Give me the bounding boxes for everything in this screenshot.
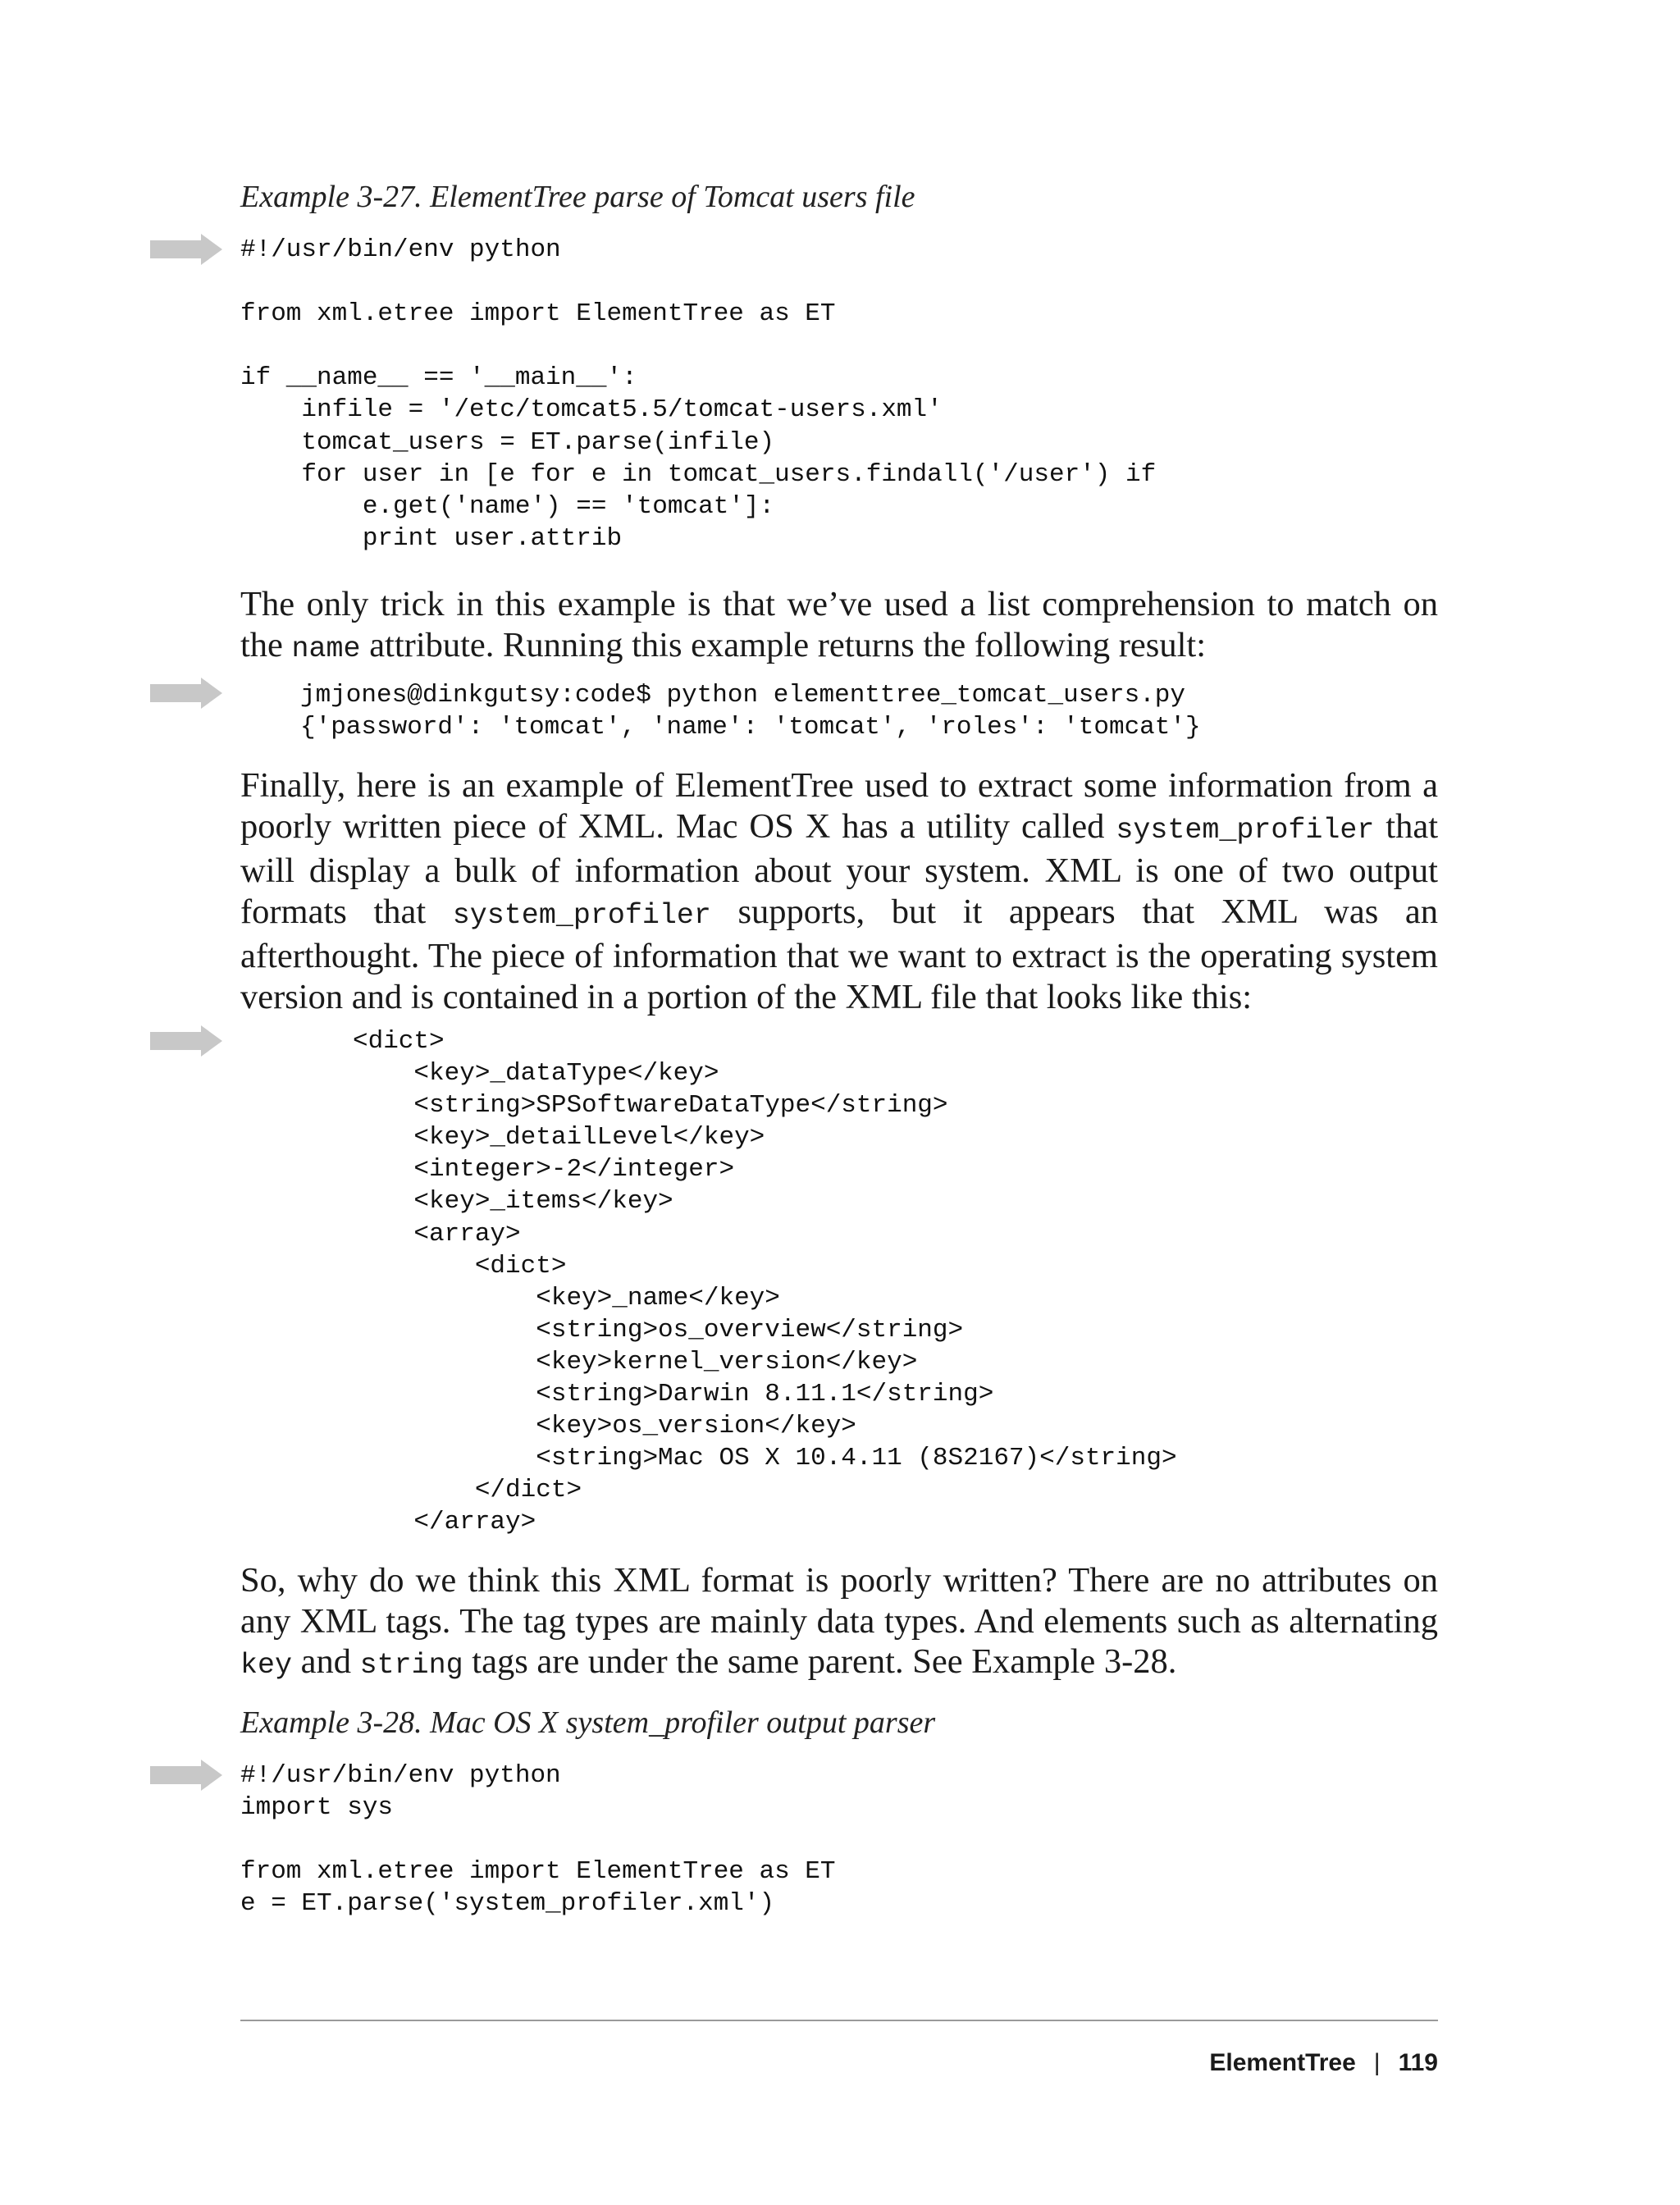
paragraph-text: Finally, here is an example of ElementTree used to extract some information from a poorly written piece of XML. Mac OS X has a utility called bbox=[240, 766, 1438, 846]
paragraph-text: tags are under the same parent. See Example 3-28. bbox=[463, 1642, 1177, 1682]
paragraph-system-profiler bbox=[240, 765, 1438, 1018]
paragraph-text: that will display a bulk of information about your system. XML is one of two output formats that bbox=[240, 806, 1439, 931]
example-3-27-code: #!/usr/bin/env python from xml.etree import ElementTree as ET if __name__ == '__main__': infile = '/etc/tomcat5.5/tomcat-users.xml' tomcat_users = ET.parse(infile) for user in [e for e in tomcat_users.findall('/user') if e.get('name') == 'tomcat']: print user.attrib bbox=[240, 235, 1157, 553]
paragraph-text: The only trick in this example is that we’ve used a list comprehension to match on the bbox=[240, 585, 1438, 664]
paragraph-poorly-written-xml bbox=[240, 1560, 1438, 1687]
arrow-marker-icon bbox=[150, 234, 224, 265]
page-footer bbox=[1209, 2020, 1438, 2077]
running-footer-section: ElementTree bbox=[1209, 2049, 1356, 2076]
arrow-marker-icon bbox=[150, 1025, 224, 1057]
inline-code: name bbox=[291, 632, 361, 665]
example-3-28-code: #!/usr/bin/env python import sys from xml.etree import ElementTree as ET e = ET.parse('system_profiler.xml') bbox=[240, 1761, 836, 1919]
paragraph-text: supports, but it appears that XML was an afterthought. The piece of information that we want to extract is the operating system version and is contained in a portion of the XML file that looks like this: bbox=[240, 892, 1438, 1016]
footer-separator: | bbox=[1373, 2049, 1381, 2076]
arrow-marker-icon bbox=[150, 678, 224, 709]
paragraph-text: So, why do we think this XML format is poorly written? There are no attributes on any XML tags. The tag types are mainly data types. And elements such as alternating bbox=[240, 1561, 1438, 1641]
inline-code: string bbox=[359, 1649, 463, 1682]
example-3-28-caption: Example 3-28. Mac OS X system_profiler output parser bbox=[240, 1705, 936, 1740]
paragraph-list-comprehension bbox=[240, 584, 1438, 669]
arrow-marker-icon bbox=[150, 1760, 224, 1791]
xml-snippet-code: <dict> <key>_dataType</key> <string>SPSoftwareDataType</string> <key>_detailLevel</key> <integer>-2</integer> <key>_items</key> <array> <dict> <key>_name</key> <string>os_overview</string> <key>kernel_version</key> <string>Darwin 8.11.1</string> <key>os_version</key> <string>Mac OS X 10.4.11 (8S2167)</string> </dict> </array> bbox=[353, 1027, 1177, 1537]
inline-code: key bbox=[240, 1649, 293, 1682]
command-output-code: jmjones@dinkgutsy:code$ python elementtree_tomcat_users.py {'password': 'tomcat', 'name': 'tomcat', 'roles': 'tomcat'} bbox=[300, 681, 1201, 742]
inline-code: system_profiler bbox=[452, 898, 711, 932]
page-number: 119 bbox=[1398, 2049, 1438, 2076]
paragraph-text: attribute. Running this example returns the following result: bbox=[360, 625, 1207, 664]
paragraph-text: and bbox=[292, 1642, 360, 1682]
inline-code: system_profiler bbox=[1116, 813, 1375, 847]
example-3-27-caption: Example 3-27. ElementTree parse of Tomcat users file bbox=[240, 180, 915, 214]
